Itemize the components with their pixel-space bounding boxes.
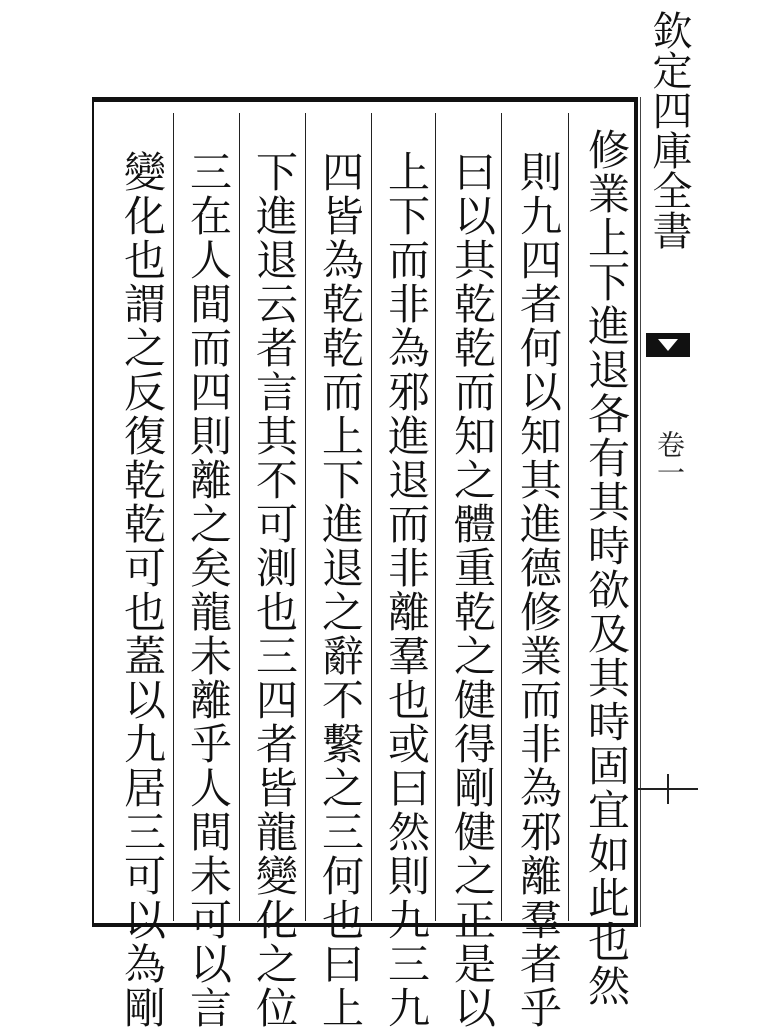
column-rule xyxy=(501,113,502,921)
text-column-6: 下進退云者言其不可測也三四者皆龍變化之位 xyxy=(250,150,299,1030)
text-column-8: 變化也謂之反復乾乾可也蓋以九居三可以為剛 xyxy=(118,150,167,1030)
column-rule xyxy=(568,113,569,921)
juan-label: 卷一 xyxy=(653,430,686,486)
fishtail-mark xyxy=(646,333,690,357)
text-column-2: 則九四者何以知其進德修業而非為邪離羣者乎 xyxy=(514,150,563,1030)
text-column-4: 上下而非為邪進退而非離羣也或曰然則九三九 xyxy=(382,150,431,1030)
page-mark xyxy=(638,760,698,820)
column-rule xyxy=(305,113,306,921)
text-column-7: 三在人間而四則離之矣龍未離乎人間未可以言 xyxy=(184,150,233,1030)
column-rule xyxy=(435,113,436,921)
column-rule xyxy=(173,113,174,921)
text-column-1: 修業上下進退各有其時欲及其時固宜如此也然 xyxy=(582,128,631,1008)
book-title: 欽定四庫全書 xyxy=(646,10,692,250)
column-rule xyxy=(239,113,240,921)
column-rule xyxy=(371,113,372,921)
text-column-5: 四皆為乾乾而上下進退之辭不繫之三何也曰上 xyxy=(316,150,365,1030)
text-column-3: 曰以其乾乾而知之體重乾之健得剛健之正是以 xyxy=(448,150,497,1030)
